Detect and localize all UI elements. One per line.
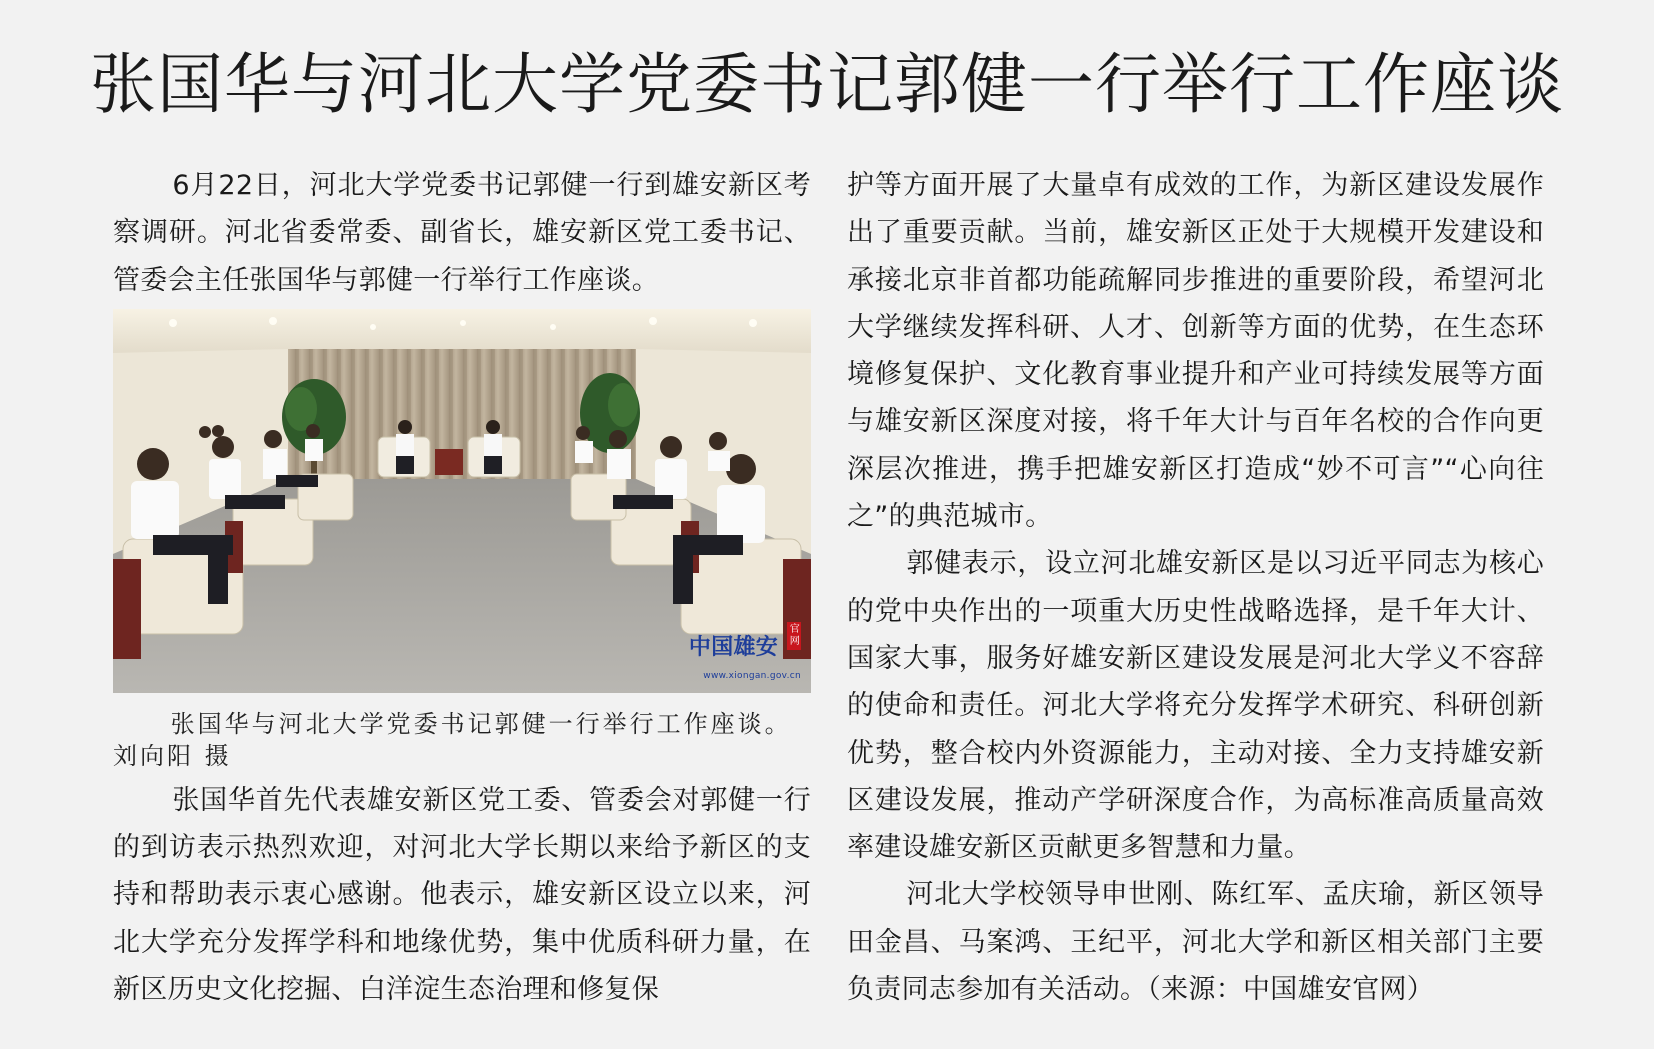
paragraph-welcome: 张国华首先代表雄安新区党工委、管委会对郭健一行的到访表示热烈欢迎，对河北大学长期以来给予新区的支持和帮助表示衷心感谢。他表示，雄安新区设立以来，河北大学充分发挥学科和地缘优势，集中优质科研力量，在新区历史文化挖掘、白洋淀生态治理和修复保 [113,784,811,1006]
article-title: 张国华与河北大学党委书记郭健一行举行工作座谈 [90,46,1564,123]
photo-credit: 刘向阳 摄 [113,741,232,770]
watermark-badge: 官网 [787,622,801,650]
right-column [847,162,1544,1013]
watermark-logo [689,622,801,681]
watermark-text: 中国雄安 [688,633,779,660]
photo-caption: 张国华与河北大学党委书记郭健一行举行工作座谈。 [170,709,792,738]
meeting-photo [113,309,811,693]
paragraph-welcome-continued: 护等方面开展了大量卓有成效的工作，为新区建设发展作出了重要贡献。当前，雄安新区正处于大规模开发建设和承接北京非首都功能疏解同步推进的重要阶段，希望河北大学继续发挥科研、人才、创新等方面的优势，在生态环境修复保护、文化教育事业提升和产业可持续发展等方面与雄安新区深度对接，将千年大计与百年名校的合作向更深层次推进，携手把雄安新区打造成“妙不可言”“心向往之”的典范城市。 [847,170,1544,533]
paragraph-guojian-remarks: 郭健表示，设立河北雄安新区是以习近平同志为核心的党中央作出的一项重大历史性战略选择，是千年大计、国家大事，服务好雄安新区建设发展是河北大学义不容辞的使命和责任。河北大学将充分发挥学术研究、科研创新优势，整合校内外资源能力，主动对接、全力支持雄安新区建设发展，推动产学研深度合作，为高标准高质量高效率建设雄安新区贡献更多智慧和力量。 [847,548,1544,864]
paragraph-attendees: 河北大学校领导申世刚、陈红军、孟庆瑜，新区领导田金昌、马案鸿、王纪平，河北大学和新区相关部门主要负责同志参加有关活动。（来源：中国雄安官网） [847,879,1544,1006]
watermark-url: www.xiongan.gov.cn [703,670,801,681]
paragraph-intro: 6月22日，河北大学党委书记郭健一行到雄安新区考察调研。河北省委常委、副省长，雄安新区党工委书记、管委会主任张国华与郭健一行举行工作座谈。 [113,170,811,296]
left-column [113,162,811,1013]
